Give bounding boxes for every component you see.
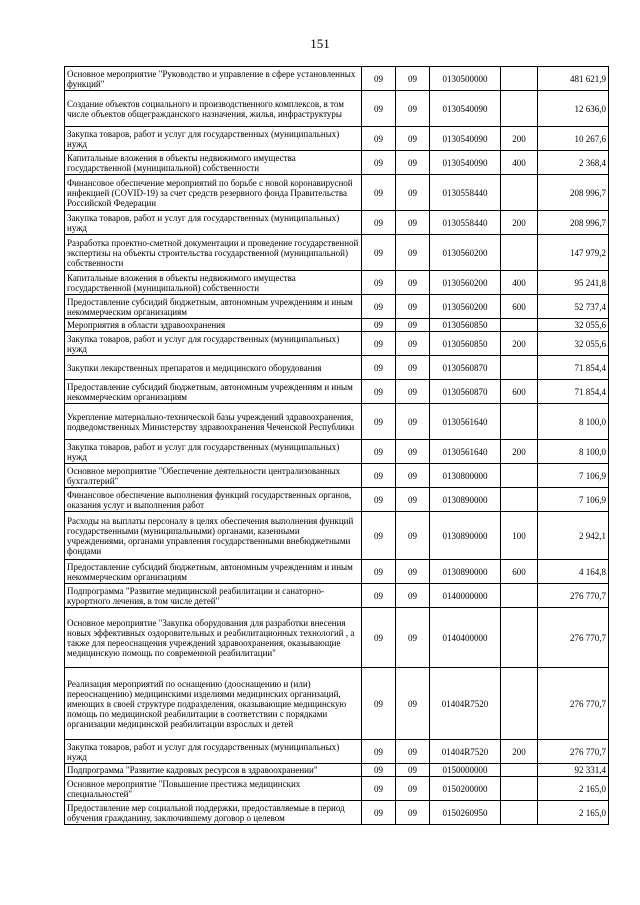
row-amount: 481 621,9 <box>538 67 609 91</box>
row-expense-type: 100 <box>501 512 538 560</box>
row-section: 09 <box>362 380 396 404</box>
row-target-article: 0130560870 <box>430 380 501 404</box>
row-section: 09 <box>362 560 396 584</box>
row-subsection: 09 <box>396 440 430 464</box>
row-expense-type: 600 <box>501 560 538 584</box>
row-target-article: 0130560850 <box>430 319 501 332</box>
row-name: Подпрограмма "Развитие медицинской реабилитации и санаторно-курортного лечения, в том числе детей" <box>65 584 362 608</box>
row-subsection: 09 <box>396 584 430 608</box>
row-target-article: 0150260950 <box>430 801 501 825</box>
row-expense-type: 400 <box>501 271 538 295</box>
row-target-article: 0140000000 <box>430 584 501 608</box>
row-subsection: 09 <box>396 295 430 319</box>
row-section: 09 <box>362 151 396 175</box>
row-expense-type <box>501 764 538 777</box>
row-target-article: 0130800000 <box>430 464 501 488</box>
table-row <box>65 801 609 825</box>
row-target-article: 0140400000 <box>430 608 501 668</box>
row-section: 09 <box>362 668 396 740</box>
table-row <box>65 91 609 127</box>
row-expense-type: 200 <box>501 440 538 464</box>
row-expense-type: 600 <box>501 295 538 319</box>
row-name: Основное мероприятие "Обеспечение деятельности централизованных бухгалтерий" <box>65 464 362 488</box>
row-section: 09 <box>362 271 396 295</box>
row-subsection: 09 <box>396 332 430 356</box>
row-name: Подпрограмма "Развитие кадровых ресурсов в здравоохранении" <box>65 764 362 777</box>
row-amount: 71 854,4 <box>538 380 609 404</box>
row-expense-type <box>501 91 538 127</box>
row-section: 09 <box>362 295 396 319</box>
row-subsection: 09 <box>396 380 430 404</box>
table-row <box>65 740 609 764</box>
row-subsection: 09 <box>396 271 430 295</box>
row-name: Закупка товаров, работ и услуг для государственных (муниципальных) нужд <box>65 332 362 356</box>
table-row <box>65 584 609 608</box>
row-name: Предоставление мер социальной поддержки, предоставляемые в период обучения гражданину, заключившему договор о целевом <box>65 801 362 825</box>
row-section: 09 <box>362 356 396 380</box>
row-section: 09 <box>362 127 396 151</box>
row-target-article: 0130890000 <box>430 488 501 512</box>
row-target-article: 0130500000 <box>430 67 501 91</box>
row-expense-type <box>501 584 538 608</box>
row-name: Создание объектов социального и производственного комплексов, в том числе объектов общегражданского назначения, жилья, инфраструктуры <box>65 91 362 127</box>
table-row <box>65 356 609 380</box>
row-name: Предоставление субсидий бюджетным, автономным учреждениям и иным некоммерческим организациям <box>65 380 362 404</box>
row-section: 09 <box>362 740 396 764</box>
row-subsection: 09 <box>396 764 430 777</box>
table-row <box>65 764 609 777</box>
row-section: 09 <box>362 608 396 668</box>
row-target-article: 0130561640 <box>430 440 501 464</box>
table-row <box>65 380 609 404</box>
row-expense-type <box>501 67 538 91</box>
table-row <box>65 464 609 488</box>
table-row <box>65 235 609 271</box>
row-expense-type <box>501 319 538 332</box>
row-name: Закупка товаров, работ и услуг для государственных (муниципальных) нужд <box>65 211 362 235</box>
row-section: 09 <box>362 801 396 825</box>
row-name: Финансовое обеспечение выполнения функций государственных органов, оказания услуг и выполнения работ <box>65 488 362 512</box>
row-subsection: 09 <box>396 464 430 488</box>
row-name: Предоставление субсидий бюджетным, автономным учреждениям и иным некоммерческим организациям <box>65 560 362 584</box>
table-row <box>65 404 609 440</box>
table-row <box>65 668 609 740</box>
row-subsection: 09 <box>396 175 430 211</box>
row-amount: 52 737,4 <box>538 295 609 319</box>
row-expense-type <box>501 404 538 440</box>
row-section: 09 <box>362 512 396 560</box>
row-amount: 276 770,7 <box>538 668 609 740</box>
row-subsection: 09 <box>396 91 430 127</box>
table-row <box>65 127 609 151</box>
row-name: Капитальные вложения в объекты недвижимого имущества государственной (муниципальной) собственности <box>65 271 362 295</box>
row-expense-type: 200 <box>501 127 538 151</box>
row-expense-type <box>501 464 538 488</box>
row-subsection: 09 <box>396 127 430 151</box>
row-expense-type: 400 <box>501 151 538 175</box>
table-row <box>65 440 609 464</box>
row-amount: 92 331,4 <box>538 764 609 777</box>
table-row <box>65 560 609 584</box>
row-amount: 32 055,6 <box>538 319 609 332</box>
row-amount: 2 368,4 <box>538 151 609 175</box>
row-amount: 276 770,7 <box>538 608 609 668</box>
table-row <box>65 777 609 801</box>
row-name: Закупка товаров, работ и услуг для государственных (муниципальных) нужд <box>65 740 362 764</box>
row-section: 09 <box>362 764 396 777</box>
row-section: 09 <box>362 584 396 608</box>
page-number: 151 <box>310 36 330 51</box>
row-section: 09 <box>362 464 396 488</box>
row-subsection: 09 <box>396 151 430 175</box>
row-target-article: 0130890000 <box>430 512 501 560</box>
row-amount: 276 770,7 <box>538 584 609 608</box>
row-target-article: 0130890000 <box>430 560 501 584</box>
table-row <box>65 151 609 175</box>
row-amount: 8 100,0 <box>538 404 609 440</box>
row-amount: 2 942,1 <box>538 512 609 560</box>
row-target-article: 0130560200 <box>430 235 501 271</box>
row-name: Закупки лекарственных препаратов и медицинского оборудования <box>65 356 362 380</box>
row-expense-type: 600 <box>501 380 538 404</box>
row-name: Предоставление субсидий бюджетным, автономным учреждениям и иным некоммерческим организациям <box>65 295 362 319</box>
row-target-article: 01404R7520 <box>430 668 501 740</box>
row-amount: 2 165,0 <box>538 777 609 801</box>
row-target-article: 0130558440 <box>430 211 501 235</box>
row-subsection: 09 <box>396 777 430 801</box>
row-target-article: 0130540090 <box>430 91 501 127</box>
row-amount: 208 996,7 <box>538 175 609 211</box>
row-name: Закупка товаров, работ и услуг для государственных (муниципальных) нужд <box>65 127 362 151</box>
row-target-article: 0130561640 <box>430 404 501 440</box>
row-amount: 8 100,0 <box>538 440 609 464</box>
row-amount: 95 241,8 <box>538 271 609 295</box>
row-subsection: 09 <box>396 356 430 380</box>
row-subsection: 09 <box>396 512 430 560</box>
row-target-article: 0130540090 <box>430 151 501 175</box>
row-section: 09 <box>362 235 396 271</box>
row-section: 09 <box>362 777 396 801</box>
row-name: Финансовое обеспечение мероприятий по борьбе с новой коронавирусной инфекцией (COVID-19) за счет средств резервного фонда Правительства Российской Федерации <box>65 175 362 211</box>
row-amount: 147 979,2 <box>538 235 609 271</box>
row-amount: 208 996,7 <box>538 211 609 235</box>
row-subsection: 09 <box>396 404 430 440</box>
row-subsection: 09 <box>396 740 430 764</box>
row-amount: 32 055,6 <box>538 332 609 356</box>
row-expense-type <box>501 608 538 668</box>
row-subsection: 09 <box>396 560 430 584</box>
row-expense-type <box>501 488 538 512</box>
row-name: Укрепление материально-технической базы учреждений здравоохранения, подведомственных Министерству здравоохранения Чеченской Республики <box>65 404 362 440</box>
row-subsection: 09 <box>396 608 430 668</box>
row-expense-type <box>501 777 538 801</box>
table-row <box>65 295 609 319</box>
row-name: Расходы на выплаты персоналу в целях обеспечения выполнения функций государственными (муниципальными) органами, казенными учреждениями, органами управления государственными внебюджетными фондами <box>65 512 362 560</box>
row-expense-type: 200 <box>501 332 538 356</box>
row-subsection: 09 <box>396 235 430 271</box>
budget-table <box>64 66 609 825</box>
row-section: 09 <box>362 332 396 356</box>
row-target-article: 0130560200 <box>430 271 501 295</box>
table-row <box>65 608 609 668</box>
row-subsection: 09 <box>396 801 430 825</box>
row-section: 09 <box>362 319 396 332</box>
table-row <box>65 67 609 91</box>
row-expense-type <box>501 235 538 271</box>
row-target-article: 0130540090 <box>430 127 501 151</box>
row-amount: 71 854,4 <box>538 356 609 380</box>
row-expense-type <box>501 801 538 825</box>
row-subsection: 09 <box>396 668 430 740</box>
row-amount: 276 770,7 <box>538 740 609 764</box>
row-target-article: 0130558440 <box>430 175 501 211</box>
row-name: Реализация мероприятий по оснащению (дооснащению и (или) переоснащению) медицинскими изделиями медицинских организаций, имеющих в своей структуре подразделения, оказывающие медицинскую помощь по медицинской реабилитации в соответствии с порядками организации медицинской реабилитации взрослых и детей <box>65 668 362 740</box>
row-target-article: 0130560870 <box>430 356 501 380</box>
row-expense-type <box>501 356 538 380</box>
row-name: Капитальные вложения в объекты недвижимого имущества государственной (муниципальной) собственности <box>65 151 362 175</box>
row-section: 09 <box>362 440 396 464</box>
row-name: Основное мероприятие "Руководство и управление в сфере установленных функций" <box>65 67 362 91</box>
row-section: 09 <box>362 211 396 235</box>
table-row <box>65 271 609 295</box>
row-target-article: 0150200000 <box>430 777 501 801</box>
row-subsection: 09 <box>396 488 430 512</box>
row-amount: 4 164,8 <box>538 560 609 584</box>
row-amount: 10 267,6 <box>538 127 609 151</box>
table-row <box>65 488 609 512</box>
row-expense-type: 200 <box>501 211 538 235</box>
row-amount: 7 106,9 <box>538 464 609 488</box>
row-section: 09 <box>362 488 396 512</box>
row-target-article: 0130560200 <box>430 295 501 319</box>
row-amount: 2 165,0 <box>538 801 609 825</box>
row-section: 09 <box>362 91 396 127</box>
row-subsection: 09 <box>396 211 430 235</box>
table-row <box>65 211 609 235</box>
row-section: 09 <box>362 67 396 91</box>
row-amount: 7 106,9 <box>538 488 609 512</box>
table-row <box>65 175 609 211</box>
row-name: Основное мероприятие "Повышение престижа медицинских специальностей" <box>65 777 362 801</box>
row-subsection: 09 <box>396 319 430 332</box>
row-name: Разработка проектно-сметной документации и проведение государственной экспертизы на объекты строительства государственной (муниципальной) собственности <box>65 235 362 271</box>
row-subsection: 09 <box>396 67 430 91</box>
budget-table-body <box>65 67 609 825</box>
row-expense-type <box>501 668 538 740</box>
row-name: Закупка товаров, работ и услуг для государственных (муниципальных) нужд <box>65 440 362 464</box>
table-row <box>65 319 609 332</box>
row-section: 09 <box>362 175 396 211</box>
table-row <box>65 512 609 560</box>
row-target-article: 0150000000 <box>430 764 501 777</box>
row-expense-type: 200 <box>501 740 538 764</box>
row-target-article: 01404R7520 <box>430 740 501 764</box>
table-row <box>65 332 609 356</box>
row-expense-type <box>501 175 538 211</box>
row-name: Мероприятия в области здравоохранения <box>65 319 362 332</box>
row-name: Основное мероприятие "Закупка оборудования для разработки внесения новых эффективных оздоровительных и реабилитационных технологий , а также для переоснащения учреждений здравоохранения, оказывающие медицинскую помощь по современной реабилитации" <box>65 608 362 668</box>
row-amount: 12 636,0 <box>538 91 609 127</box>
row-target-article: 0130560850 <box>430 332 501 356</box>
row-section: 09 <box>362 404 396 440</box>
